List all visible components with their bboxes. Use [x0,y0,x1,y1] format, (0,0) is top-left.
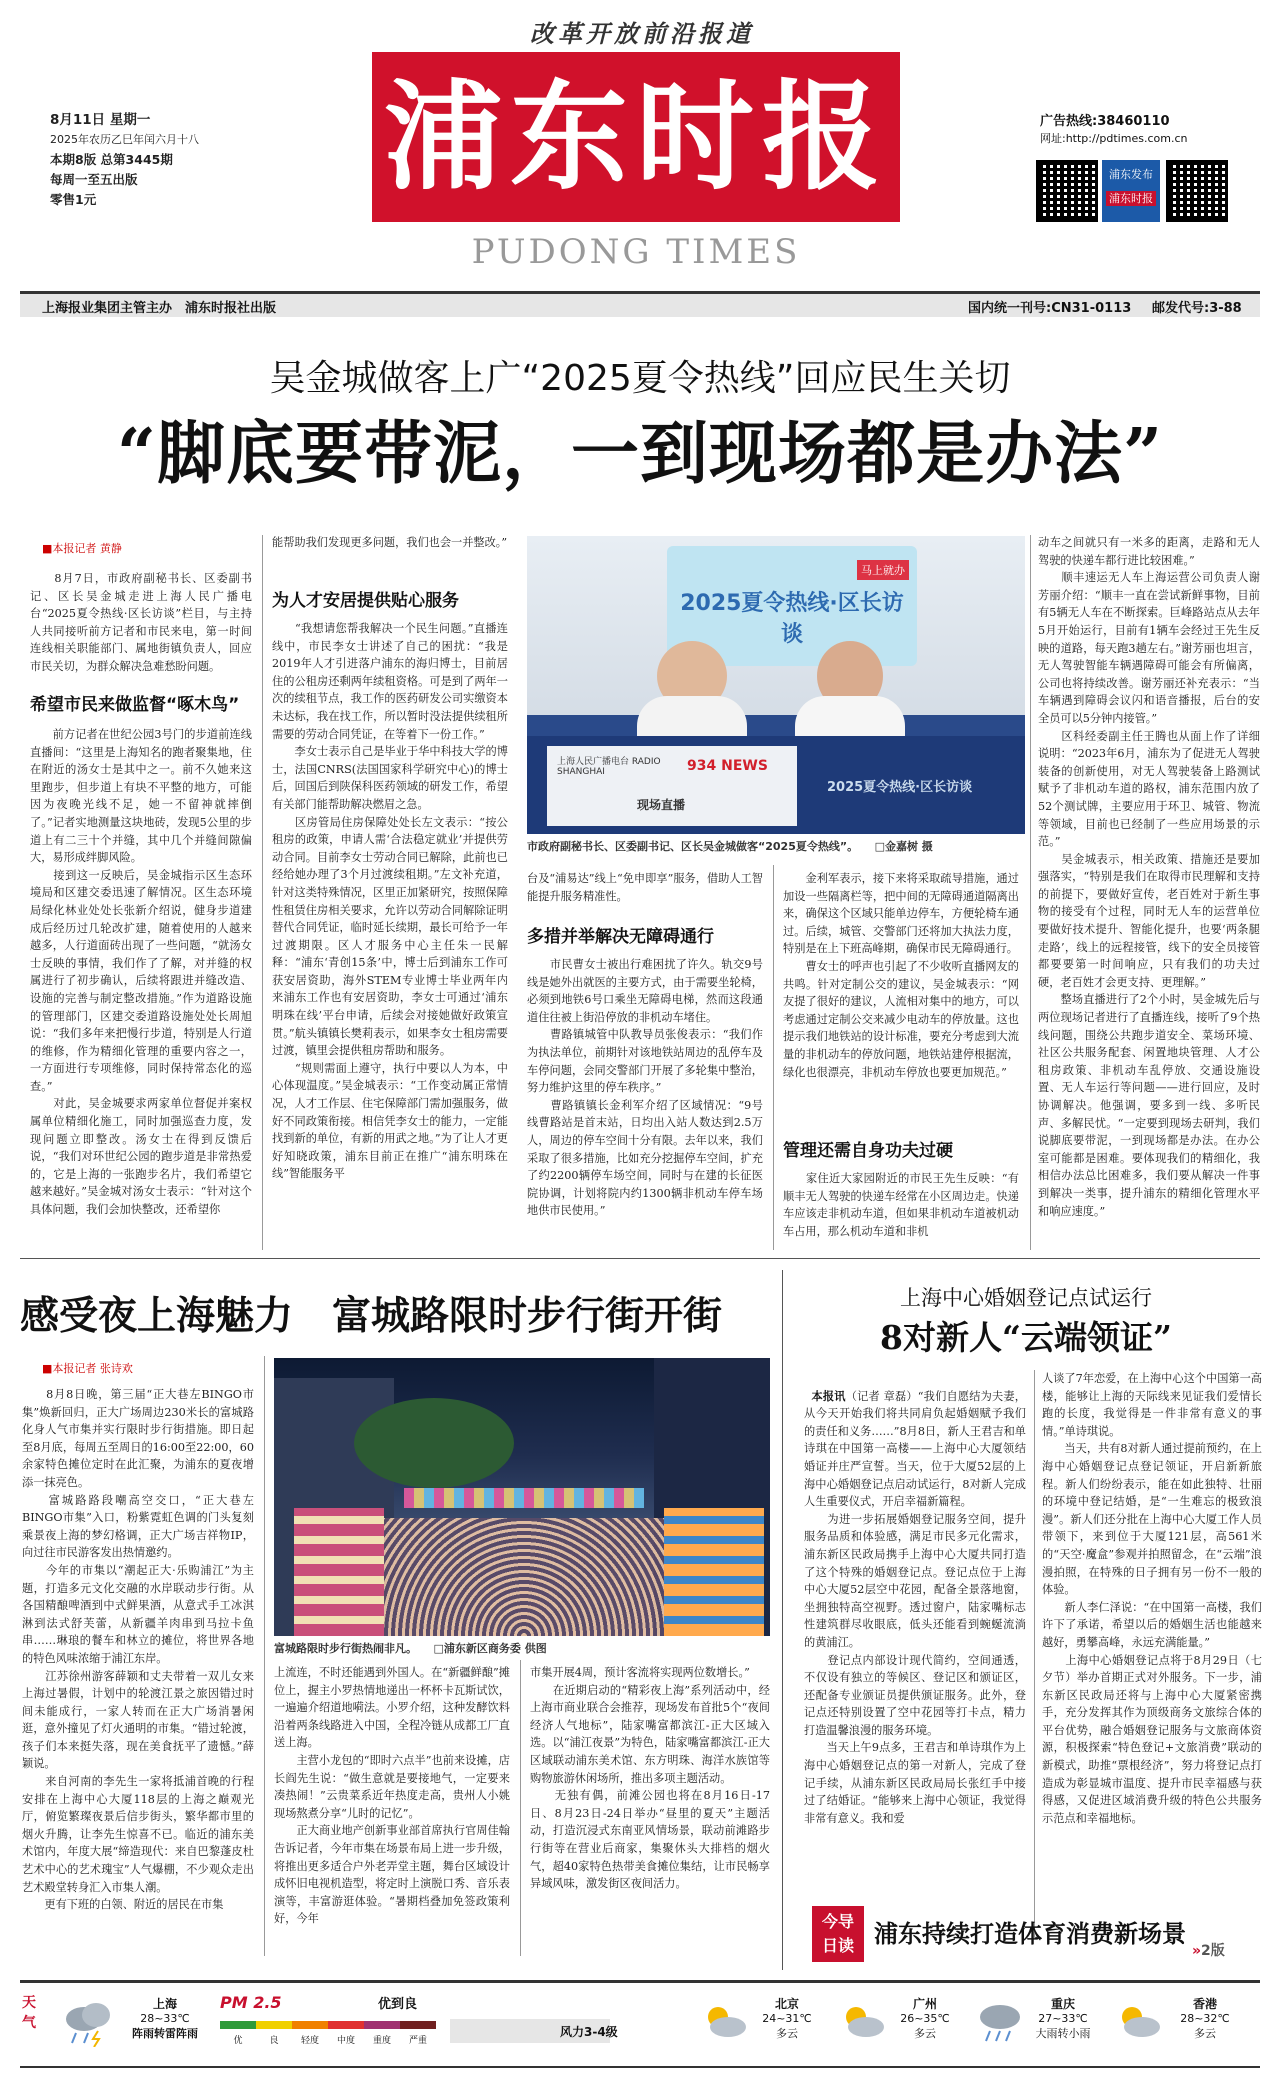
city-desc: 多云 [914,2027,936,2040]
publisher-bar [20,291,1260,317]
lead-col4-subhead: 管理还需自身功夫过硬 [783,1141,953,1161]
divider [1034,1370,1035,1938]
lead-col4-p2: 家住近大家园附近的市民王先生反映：“有顺丰无人驾驶的快递车经常在小区周边走。快递车应该走非机动车道，但如果非机动车道被机动车占用，那么机动车道和非机 [783,1172,1019,1238]
weather-guangzhou [880,1995,970,2041]
divider [520,1660,521,1956]
divider [262,535,263,1250]
story3-col1 [804,1370,1026,1936]
lead-col4-p1: 金利军表示，接下来将采取疏导措施，通过加设一些隔离栏等，把中间的无障碍通道隔离出来，确保这个区域只能单边停车，方便轮椅车通过。后续，城管、交警部门还将加大执法力度，特别是在上下班高峰期，确保市民无障碍通行。 曹女士的呼声也引起了不少收听直播网友的共鸣。针对定制公交的建议，吴金城表示：“网友提了很好的建议，人流相对集中的地方，可以考虑通过定制公交来减少电动车的停放量。这也提示我们地铁站的设计标准，要充分考虑到大流量的非机动车的停放问题，地铁站建停根据流，绿化也很漂亮，非机动车停放也要更加规范。” [783,872,1019,1079]
booth-tag2: 2025夏令热线·区长访谈 [827,780,973,795]
divider [264,1356,265,1956]
city-temp: 26~35℃ [900,2012,950,2025]
story2-byline: ■本报记者 张诗欢 [42,1362,133,1375]
aqi-seg [328,2021,364,2029]
cn-code: 国内统一刊号:CN31-0113 [968,301,1132,316]
divider [1030,535,1031,1250]
lead-col5-p1: 动车之间就只有一米多的距离，走路和无人驾驶的快递车都行进比较困难。” 顺丰速运无人车上海运营公司负责人谢芳丽介绍：“顺丰一直在尝试新鲜事物，目前有5辆无人车在不断探索。巨峰路站点从去年5月开始运行，目前有1辆车会经过王先生反映的道路，每天跑3趟左右。”谢芳丽也坦言，无人驾驶智能车辆遇障碍可能会有所偏离，公司也将持续改善。谢芳丽还补充表示：“当车辆遇到障碍会议闪和语音播报，后台的安全员可以5分钟内接管。” 区科经委副主任王腾也从面上作了详细说明：“2023年6月，浦东为了促进无人驾驶装备的创新使用，对无人驾驶装备上路测试赋予了非机动车道的路权，浦东范围内放了52个测试牌，主要应用于环卫、城管、物流等领域，目前也已经制了一些应用场景的示范。” 吴金城表示，相关政策、措施还是要加强落实，“特别是我们在取得市民理解和支持的前提下，要做好宣传，老百姓对于新生事物的接受有个过程，同时无人车的运营单位要做好技术提升、智能化提升，也要‘两条腿走路’，线上的远程接管，线下的安全员接管都要要第一时间响应，只有我们的功夫过硬，老百姓才会更支持、更理解。” 整场直播进行了2个小时，吴金城先后与两位现场记者进行了直播连线，接听了9个热线问题，围绕公共跑步道安全、菜场环境、社区公共服务配套、闲置地块管理、人才公租房政策、非机动车乱停放、交通设施设置、无人车运行等问题——进行回应，及时协调解决。他强调，要多到一线、多听民声、多解民忧。“一定要到现场去研判，我们说脚底要带泥，一到现场都是办法。在办公室可能都是困难。要体现我们的精细化，我相信办法总比困难多，我们要从解决一件事到解决一类事，提升浦东的精细化管理水平和响应速度。” [1038,536,1260,1218]
issue-frequency: 每周一至五出版 [50,172,138,187]
lead-col3-p2: 市民曹女士被出行难困扰了许久。轨交9号线是她外出就医的主要方式，由于需要坐轮椅，必须到地铁6号口乘坐无障碍电梯，然而这段通道住往被上街沿停放的非机动车堵住。 曹路镇城管中队教导员张俊表示：“我们作为执法单位，前期针对该地铁站周边的乱停车及车停问题，会同交警部门开展了多轮集中整治，努力维护这里的停车秩序。” 曹路镇镇长金利军介绍了区域情况：“9号线曹路站是首末站，日均出入站人数达到2.5万人，周边的停车空间十分有限。去年以来，我们采取了很多措施，比如充分挖掘停车空间，扩充了约2200辆停车场空间，同时与在建的长征医院协调，计划将院内约1300辆非机动车停车场地供市民使用。” [527,958,763,1218]
city-temp: 24~31℃ [762,2012,812,2025]
todays-guide[interactable] [812,1906,1262,1962]
guide-page-number: 2版 [1201,1943,1225,1959]
story3-col2: 人谈了7年恋爱，在上海中心这个中国第一高楼，能够让上海的天际线来见证我们爱情长跑的长度，我觉得是一件非常有意义的事情。”单诗琪说。 当天，共有8对新人通过提前预约，在上海中心婚姻登记点登记领证，开启新新旅程。新人们纷纷表示，能在如此独特、壮丽的环境中登记结婚，是“一生难忘的极致浪漫”。新人们还分批在上海中心大厦工作人员带领下，来到位于大厦121层，高561米的“天空·魔盒”参观并拍照留念，在“云端”浪漫拍照，在特殊的日子拥有另一份不一般的体验。 新人李仁泽说：“在中国第一高楼，我们许下了承诺，希望以后的婚姻生活也能越来越好，勇攀高峰，永远充满能量。” 上海中心婚姻登记点将于8月29日（七夕节）举办首期正式对外服务。下一步，浦东新区民政局还将与上海中心大厦紧密携手，充分发挥其作为顶级商务文旅综合体的平台优势，融合婚姻登记服务与文旅商体资源，积极探索“特色登记+文旅消费”联动的新模式，助推“票根经济”，努力将登记点打造成为彰显城市温度、提升市民幸福感与获得感，又促进区域消费升级的特色公共服务示范点和幸福地标。 [1042,1372,1262,1825]
aqi-scale-label: 优 [233,2036,243,2046]
aqi-scale-bar [220,2021,436,2029]
website: 网址:http://pdtimes.com.cn [1040,132,1188,145]
weather-chongqing [1018,1995,1108,2041]
qr-label-2 [1102,190,1160,206]
wind-level: 风力3-4级 [560,2025,618,2039]
guide-label-a: 今导 [821,1912,854,1931]
guide-label-box [812,1906,864,1962]
divider [773,865,774,1250]
lead-col2-p0: 能帮助我们发现更多问题，我们也会一并整改。” [272,536,508,549]
aqi-seg [400,2021,436,2029]
guide-title[interactable]: 浦东持续打造体育消费新场景 [874,1919,1186,1948]
story3-lead-label: 本报讯 [811,1388,846,1403]
qr-code-pudong-times[interactable] [1166,160,1228,222]
qr-label-1-text: 浦东发布 [1109,168,1153,181]
market-stalls-left [294,1508,384,1636]
aqi-scale-label: 轻度 [300,2036,319,2046]
post-code: 邮发代号:3-88 [1152,301,1242,316]
lead-col1-p1: 8月7日，市政府副秘书长、区委副书记、区长吴金城走进上海人民广播电台“2025夏令热线·区长访谈”栏目，与主持人共同接听前方记者和市民来电，第一时间连线相关职能部门、属地街镇负责人，回应市民关切，为群众解决急难愁盼问题。 [30,572,252,673]
issue-number: 本期8版 总第3445期 [50,152,173,167]
lead-headline: “脚底要带泥，一到现场都是办法” [116,414,1164,494]
guide-label-b: 日读 [821,1936,854,1955]
story2-headline: 感受夜上海魅力 富城路限时步行街开街 [20,1293,723,1339]
city-desc: 大雨转小雨 [1035,2027,1091,2040]
aqi-seg [292,2021,328,2029]
city-name: 北京 [774,1997,799,2011]
issue-date: 8月11日 星期一 [50,112,151,128]
city-temp: 27~33℃ [1038,2012,1088,2025]
weather-bar [20,1980,1260,2068]
aqi-scale-label: 重度 [372,2036,391,2046]
slogan: 改革开放前沿报道 [530,19,754,48]
weather-shanghai [120,1995,210,2041]
aqi-scale-label: 中度 [336,2036,355,2046]
masthead [0,0,1280,330]
aqi-value: 优到良 [378,1997,418,2012]
aqi-scale-labels [220,2033,436,2046]
story2-col3: 市集开展4周，预计客流将实现两位数增长。” 在近期启动的“精彩夜上海”系列活动中，经上海市商业联合会推荐，现场发布首批5个“夜间经济人气地标”，陆家嘴富都滨江-正大区域入选。以“浦江夜景”为特色，陆家嘴富都滨江-正大区域联动浦东美术馆、东方明珠、海洋水族馆等购物旅游休闲场所，推出多项主题活动。 无独有偶，前滩公园也将在8月16日-17日、8月23日-24日举办“昼里的夏天”主题活动，打造沉浸式东南亚风情场景，联动前滩路步行街等在营业后商家，集聚休头大排档的烟火气，超40家特色热带美食摊位集结，让市民畅享异域风味，激发街区夜间活力。 [530,1666,770,1891]
booth-sign: 上海人民广播电台 RADIO SHANGHAI [557,757,661,777]
aqi-scale-label: 良 [269,2036,279,2046]
qr-code-pudong-release[interactable] [1036,160,1098,222]
lead-byline: ■本报记者 黄静 [42,542,122,555]
story3-col1-text: “我们自愿结为夫妻，从今天开始我们将共同肩负起婚姻赋予我们的责任和义务……”8月8日，新人王君吉和单诗琪在中国第一高楼——上海中心大厦领结婚证并庄严宣誓。当天，位于大厦52层的上海中心婚姻登记点启动试运行，8对新人完成人生重要仪式，开启幸福新篇程。 为进一步拓展婚姻登记服务空间，提升服务品质和体验感，满足市民多元化需求，浦东新区民政局携手上海中心大厦共同打造了这个特殊的婚姻登记点。登记点位于上海中心大厦52层空中花园，配备全景落地窗，坐拥独特高空视野。透过窗户，陆家嘴标志性建筑群尽收眼底，低头还能看到蜿蜒流淌的黄浦江。 登记点内部设计现代简约，空间通透，不仅设有独立的等候区、登记区和颁证区，还配备专业颁证员提供颁证服务。此外，登记点还特别设置了空中花园等打卡点，精力打造温馨浪漫的服务环境。 当天上午9点多，王君吉和单诗琪作为上海中心婚姻登记点的第一对新人，完成了登记手续，从浦东新区民政局局长张红手中接过了结婚证。“能够来上海中心领证，我觉得非常有意义。我和爱 [804,1389,1026,1825]
rain-cloud-icon [60,1997,118,2047]
pm25-label: PM 2.5 [220,1993,282,2012]
story2-col1: 8月8日晚，第三届“正大巷左BINGO市集”焕新回归，正大广场周边230米长的富城路化身人气市集并实行限时步行街措施。即日起至8月底，每周五至周日的16:00至22:00，60余家特色摊位定时在此汇聚，为浦东的夏夜增添一抹亮色。 富城路路段嘲高空交口，“正大巷左BINGO市集”入口，粉紫霓虹色调的门头复刻乘景夜上海的梦幻格调，正大广场吉祥物IP，向过往市民游客发出热情邀约。 今年的市集以“潮起正大·乐购浦江”为主题，打造多元文化交融的水岸联动步行街。从各国精酿啤酒到中式鲜果酒，从意式手工冰淇淋到法式舒芙蕾，从新疆羊肉串到马拉卡鱼串……琳琅的餐车和林立的摊位，将世界各地的特色风味浓缩于浦江东岸。 江苏徐州游客薛颖和丈夫带着一双儿女来上海过暑假，计划中的轮渡江景之旅因错过时间未能成行，一家人转而在正大广场消暑闲逛，意外撞见了灯火通明的市集。“错过轮渡，孩子们本来挺失落，现在美食抚平了遗憾。”薛颖说。 来自河南的李先生一家将抵浦首晚的行程安排在上海中心大厦118层的上海之巅观光厅，俯览繁璨夜景后信步街头，繁华都市里的烟火升腾，让李先生惊喜不已。临近的浦东美术馆内，年度大展“缔造现代：来自巴黎蓬皮杜艺术中心的艺术瑰宝”人气爆棚，不少观众走出艺术殿堂转身汇入市集人潮。 更有下班的白领、附近的居民在市集 [22,1388,254,1912]
neon-lights [404,1488,644,1508]
aqi-seg [364,2021,400,2029]
lead-col3-p1: 台及“浦易达”线上“免申即享”服务，借助人工智能提升服务精准性。 [527,872,763,903]
lead-col2-subhead: 为人才安居提供贴心服务 [272,591,459,611]
market-stalls-right [664,1508,764,1636]
newspaper-logo: 浦东时报 [383,67,888,206]
story3-headline: 8对新人“云端领证” [880,1318,1172,1357]
poster-title: 2025夏令热线·区长访谈 [680,591,904,647]
cloudy-icon [1114,2003,1164,2039]
night-market-photo [274,1358,770,1636]
qr-label-2-text: 浦东时报 [1106,191,1156,206]
city-name: 重庆 [1050,1997,1075,2011]
aqi-seg [256,2021,292,2029]
issue-price: 零售1元 [50,192,97,207]
city-desc: 阵雨转雷阵雨 [132,2027,198,2040]
publisher: 上海报业集团主管主办 浦东时报社出版 [42,301,277,316]
weather-hongkong [1160,1995,1250,2041]
city-name: 香港 [1192,1997,1217,2011]
issue-lunar: 2025年农历乙巳年闰六月十八 [50,133,199,146]
lead-photo-caption: 市政府副秘书长、区委副书记、区长吴金城做客“2025夏令热线”。 □金嘉树 摄 [527,840,933,853]
booth-live: 现场直播 [637,798,686,812]
crowd [374,1518,674,1636]
booth-logo: 934 NEWS [687,758,768,774]
lead-kicker: 吴金城做客上广“2025夏令热线”回应民生关切 [269,358,1011,399]
english-name: PUDONG TIMES [471,232,801,272]
poster-tag: 马上就办 [857,560,909,580]
weather-beijing [742,1995,832,2041]
city-name: 上海 [152,1997,177,2011]
tree-canopy [354,1398,514,1488]
story2-col2: 上流连，不时还能遇到外国人。在“新疆鲜酿”摊位上，握主小罗热情地递出一杯杯卡瓦斯试饮，一遍遍介绍道地嗬法。小罗介绍，这种发酵饮料沿着两条线路进入中国，全程冷链从成都工厂直送上海。 主营小龙包的“即时六点半”也前来设摊，店长阎先生说：“做生意就是要接地气，一定要来凑热闹！”云贵菜系近年热度走高，贵州人小姚现场熬煮分享“儿时的记忆”。 正大商业地产创新事业部首席执行官周佳翰告诉记者，今年市集在场景布局上进一步升级，将推出更多适合户外老弄堂主题，舞台区域设计成怀旧电视机造型，将定时上演脱口秀、音乐表演等，丰富游逛体验。“暑期档叠加免签政策利好，今年 [274,1666,510,1926]
city-name: 广州 [912,1997,937,2011]
aqi-scale-label: 严重 [408,2036,427,2046]
story3-kicker: 上海中心婚姻登记点试运行 [900,1286,1152,1310]
issue-info [50,110,199,210]
story3-lead-reporter: （记者 章磊） [845,1389,918,1403]
story2-photo-caption: 富城路限时步行街热闹非凡。 □浦东新区商务委 供图 [274,1642,547,1655]
lead-col3-subhead: 多措并举解决无障碍通行 [527,927,714,947]
divider [782,1270,783,1970]
lead-col1-p2: 前方记者在世纪公园3号门的步道前连线直播间：“这里是上海知名的跑者聚集地，住在附近的汤女士是其中之一。前不久她来这里跑步，但步道上有块不平整的地方，可能因为夜晚光线不足，她一不留神就摔倒了。”记者实地测量这块地砖，发现5公里的步道上有二三十个并缝，其中几个并缝间隙偏大，易形成绊脚风险。 接到这一反映后，吴金城指示区生态环境局和区建交委迅速了解情况。区生态环境局绿化林业处处长张新介绍说，健身步道建成后经历过几轮改扩建，随着使用的人越来越多，人行道面砖出现了一些问题，“就汤女士反映的事情，我们作了了解，对并缝的权属进行了初步确认，后续将跟进并缝改造、设施的完善与制定整改措施。”作为道路设施的管理部门，区建交委道路设施处处长周旭说：“我们多年来把慢行步道，特别是人行道的维修，作为精细化管理的重要内容之一，一方面进行专项维修，同时保持常态化的巡查。” 对此，吴金城要求两家单位督促并案权属单位精细化施工，同时加强巡查力度，发现问题立即整改。汤女士在得到反馈后说，“我们对环世纪公园的跑步道是非常热爱的，它是上海的一张跑步名片，我们希望它越来越好。”吴金城对汤女士表示：“针对这个具体问题，我们会加快整改，还希望你 [30,728,252,1217]
lead-col2-p1: “我想请您帮我解决一个民生问题。”直播连线中，市民李女士讲述了自己的困扰：“我是2019年人才引进落户浦东的海归博士，目前居住的公租房还剩两年续租资格。可是到了两年一次的续租节点，我工作的医药研发公司实缴资本未达标，我在找工作，所以暂时没法提供续租所需要的劳动合同凭证，在等着下一份工作。” 李女士表示自己是毕业于华中科技大学的博士，法国CNRS(法国国家科学研究中心)的博士后，回国后到陕保科医药领域的研发工作，希望有关部门能帮助解决燃眉之急。 区房管局住房保障处处长左文表示：“按公租房的政策，申请人需‘合法稳定就业’并提供劳动合同。目前李女士劳动合同已解除，此前也已经给她办理了3个月过渡续租期。”左文补充道，针对这类特殊情况，区里正加紧研究，按照保障性租赁住房相关要求，允许以劳动合同解除证明替代合同凭证，临时延长续期，最长可给予一年过渡期限。区人才服务中心主任朱一民解释：“浦东‘青创15条’中，博士后到浦东工作可获安居资助，海外STEM专业博士毕业两年内来浦东工作也有安居资助，李女士可通过‘浦东明珠在线’平台申请，后续会对接她做好政策宣贯。”航头镇镇长樊莉表示，如果李女士租房需要过渡，镇里会提供租房帮助和服务。 “规则需面上遵守，执行中要以人为本，中心体现温度。”吴金城表示：“工作变动属正常情况，人才工作层、住宅保障部门需加强服务，做好不同政策衔接。相信凭李女士的能力，一定能找到新的单位，有新的用武之地。”为了让人才更好知晓政策，浦东目前正在推广“浦东明珠在线”智能服务平 [272,622,508,1181]
ad-hotline: 广告热线:38460110 [1040,114,1170,129]
guide-arrow-icon: » [1192,1943,1202,1959]
city-desc: 多云 [1194,2027,1216,2040]
aqi-seg [220,2021,256,2029]
radio-studio-photo [527,536,1025,834]
section-divider [20,1258,1260,1259]
city-temp: 28~32℃ [1180,2012,1230,2025]
lead-col1-subhead: 希望市民来做监督“啄木鸟” [30,695,240,715]
city-desc: 多云 [776,2027,798,2040]
city-temp: 28~33℃ [140,2012,190,2025]
guide-page[interactable] [1192,1940,1225,1960]
weather-label: 天气 [22,1995,36,2031]
